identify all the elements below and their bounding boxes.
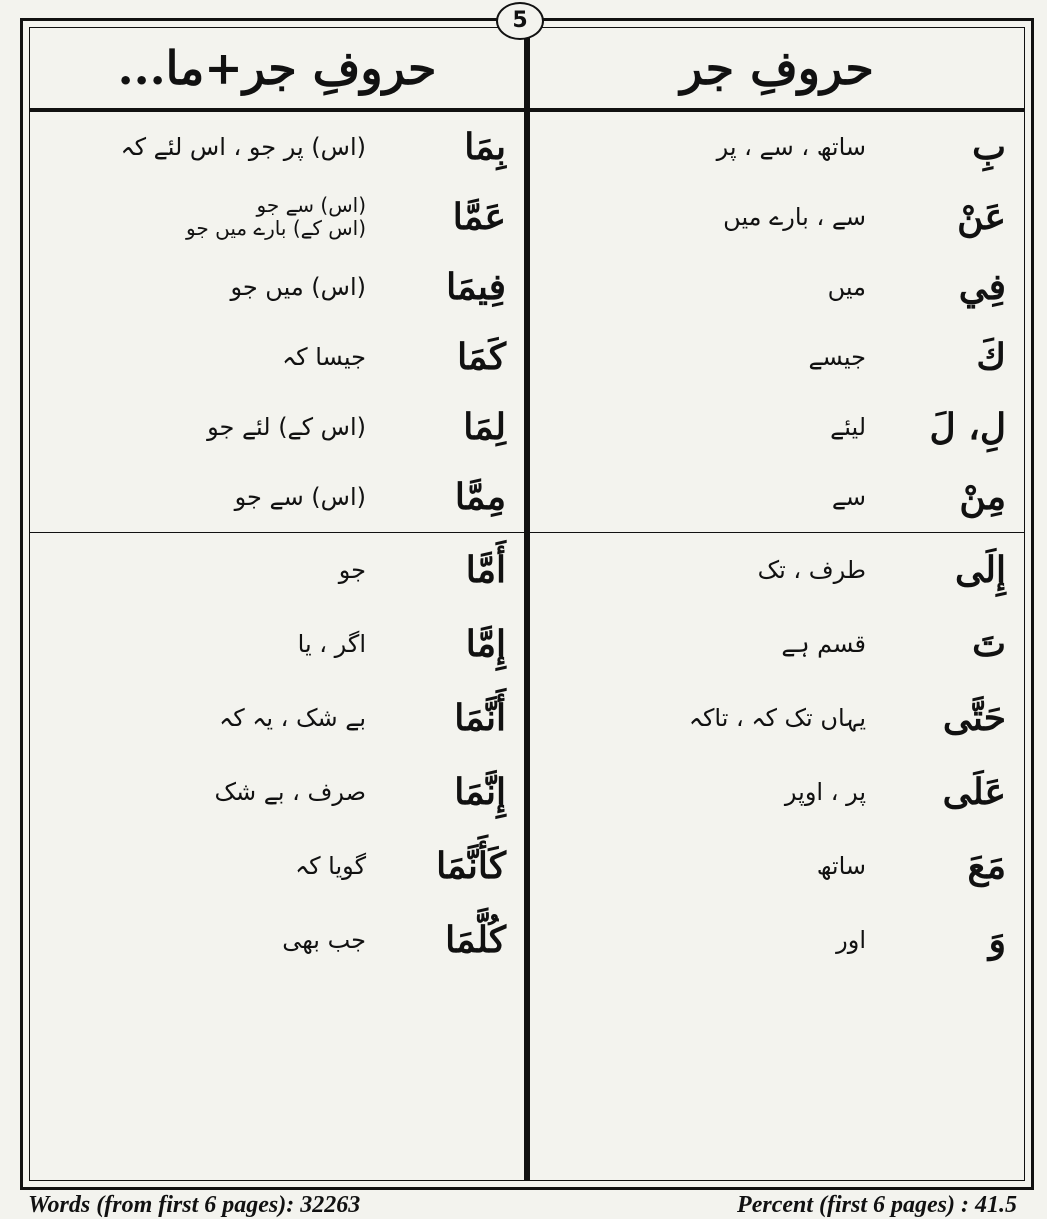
right-group-b	[530, 533, 1024, 977]
urdu-meaning: (اس) پر جو ، اس لئے کہ	[120, 133, 366, 161]
arabic-word: مِمَّا	[454, 476, 506, 518]
arabic-word: وَ	[988, 919, 1006, 961]
urdu-meaning: اور	[836, 926, 866, 954]
urdu-meaning: بے شک ، یہ کہ	[219, 704, 366, 732]
table-row	[30, 607, 524, 681]
table-row	[530, 462, 1024, 532]
urdu-meaning: جب بھی	[282, 926, 366, 954]
arabic-word: إِلَى	[955, 549, 1006, 591]
arabic-word: حَتَّى	[942, 697, 1006, 739]
left-group-b	[30, 533, 524, 977]
table-row	[530, 112, 1024, 182]
arabic-word: فِي	[958, 266, 1006, 308]
arabic-word: عَنْ	[957, 196, 1006, 238]
arabic-word: عَلَى	[942, 771, 1006, 813]
arabic-word: فِيمَا	[446, 266, 506, 308]
arabic-word: عَمَّا	[452, 196, 506, 238]
footer-percent: Percent (first 6 pages) : 41.5	[737, 1192, 1017, 1218]
arabic-word: لِ، لَ	[929, 406, 1006, 448]
arabic-word: أَنَّمَا	[454, 697, 506, 739]
urdu-meaning: (اس) میں جو	[230, 273, 366, 301]
table-row	[30, 829, 524, 903]
arabic-word: تَ	[972, 623, 1006, 665]
table-row	[530, 533, 1024, 607]
table-row	[530, 182, 1024, 252]
arabic-word: لِمَا	[463, 406, 506, 448]
arabic-word: كَأَنَّمَا	[436, 845, 506, 887]
urdu-meaning: ساتھ ، سے ، پر	[716, 133, 866, 161]
urdu-meaning: گویا کہ	[295, 852, 366, 880]
urdu-meaning: صرف ، بے شک	[214, 778, 366, 806]
urdu-meaning: جو	[338, 556, 366, 584]
table-row	[30, 392, 524, 462]
table-row	[530, 681, 1024, 755]
table-row	[30, 462, 524, 532]
urdu-meaning: جیسے	[808, 343, 866, 371]
table-row	[30, 322, 524, 392]
table-row	[30, 903, 524, 977]
left-column-header: حروفِ جر+ما...	[30, 28, 524, 112]
urdu-meaning: یہاں تک کہ ، تاکہ	[688, 704, 866, 732]
arabic-word: إِمَّا	[465, 623, 506, 665]
table-row	[530, 607, 1024, 681]
arabic-word: بِمَا	[464, 126, 506, 168]
table-row	[530, 903, 1024, 977]
urdu-meaning: اگر ، یا	[297, 630, 366, 658]
table-row	[530, 392, 1024, 462]
table-row	[30, 755, 524, 829]
arabic-word: أَمَّا	[465, 549, 506, 591]
arabic-word: مِنْ	[959, 476, 1006, 518]
table-row	[30, 681, 524, 755]
table-row	[30, 252, 524, 322]
urdu-meaning: (اس) سے جو (اس کے) بارے میں جو	[186, 193, 366, 240]
urdu-meaning: جیسا کہ	[282, 343, 366, 371]
arabic-word: كُلَّمَا	[445, 919, 506, 961]
arabic-word: كَ	[976, 336, 1006, 378]
table-row	[30, 112, 524, 182]
urdu-meaning: قسم ہے	[781, 630, 866, 658]
right-column	[530, 28, 1024, 1180]
urdu-meaning: سے ، بارے میں	[723, 203, 866, 231]
right-column-header: حروفِ جر	[530, 28, 1024, 112]
urdu-meaning: میں	[827, 273, 866, 301]
table-row	[530, 755, 1024, 829]
right-group-a	[530, 112, 1024, 533]
urdu-meaning: (اس کے) لئے جو	[207, 413, 366, 441]
left-column	[30, 28, 524, 1180]
arabic-word: كَمَا	[457, 336, 506, 378]
urdu-meaning: لیئے	[830, 413, 866, 441]
left-group-a	[30, 112, 524, 533]
urdu-meaning: طرف ، تک	[757, 556, 866, 584]
arabic-word: بِ	[972, 126, 1006, 168]
table-row	[530, 829, 1024, 903]
urdu-meaning: پر ، اوپر	[784, 778, 866, 806]
urdu-meaning: ساتھ	[816, 852, 866, 880]
table-row	[30, 533, 524, 607]
table-row	[530, 322, 1024, 392]
page-inner-frame	[29, 27, 1025, 1181]
urdu-meaning: (اس) سے جو	[234, 483, 366, 511]
footer-words-count: Words (from first 6 pages): 32263	[28, 1192, 361, 1218]
page-frame	[20, 18, 1034, 1190]
table-row	[30, 182, 524, 252]
table-row	[530, 252, 1024, 322]
arabic-word: إِنَّمَا	[454, 771, 506, 813]
page-number-badge: 5	[496, 2, 544, 40]
arabic-word: مَعَ	[967, 845, 1006, 887]
urdu-meaning: سے	[831, 483, 866, 511]
